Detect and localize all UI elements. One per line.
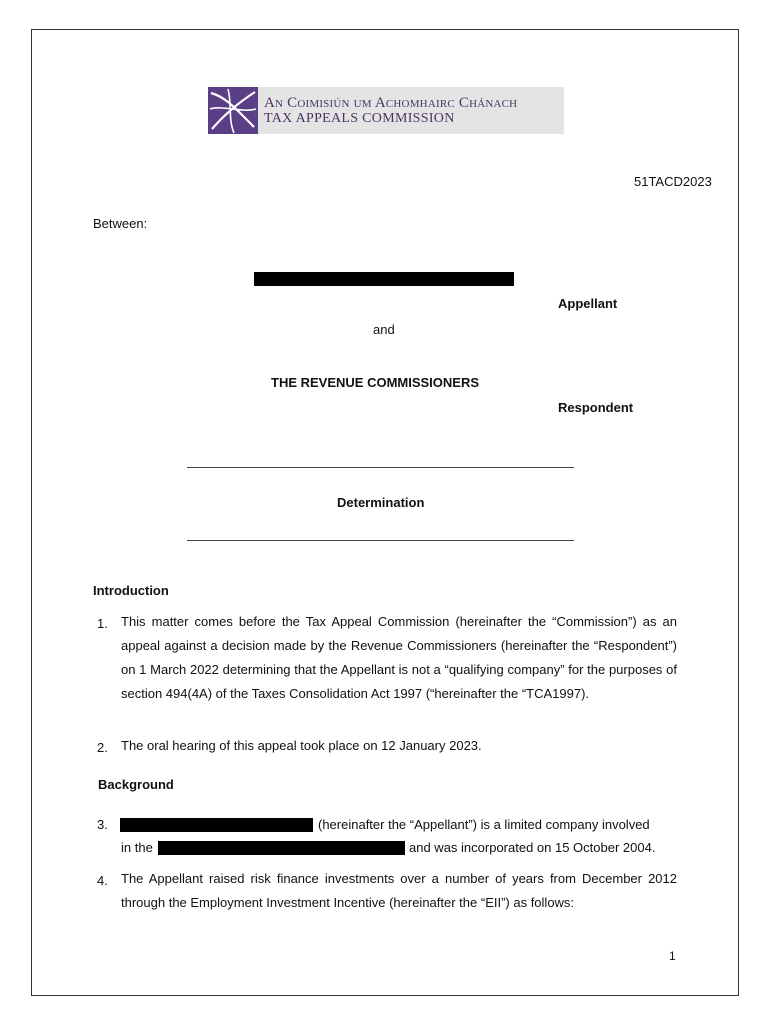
respondent-name: THE REVENUE COMMISSIONERS [271, 375, 480, 390]
case-reference: 51TACD2023 [634, 174, 712, 189]
and-label: and [373, 322, 395, 337]
paragraph-1: This matter comes before the Tax Appeal Commission (hereinafter the “Commission”) as an appeal against a decision made by the Revenue Commissioners (hereinafter the “Respondent”) on 1 March 2022 determining that the Appellant is not a “qualifying company” for the purposes of section 494(4A) of the Taxes Consolidation Act 1997 (“hereinafter the “TCA1997). [121, 614, 677, 701]
introduction-heading: Introduction [93, 583, 169, 598]
respondent-label: Respondent [558, 400, 634, 415]
paragraph-number-2: 2. [97, 740, 108, 755]
appellant-label: Appellant [558, 296, 618, 311]
redacted-company-name [120, 818, 313, 832]
divider-top [187, 467, 574, 468]
background-heading: Background [98, 777, 174, 792]
paragraph-2: The oral hearing of this appeal took place on 12 January 2023. [121, 738, 482, 753]
page-number: 1 [669, 949, 676, 963]
redacted-business-activity [158, 841, 405, 855]
paragraph-number-1: 1. [97, 616, 108, 631]
divider-bottom [187, 540, 574, 541]
commission-emblem-icon [208, 87, 258, 134]
paragraph-number-3: 3. [97, 817, 108, 832]
logo-irish-name: An Coimisiún um Achomhairc Chánach [264, 94, 518, 111]
paragraph-3-part-2: in the [121, 840, 153, 855]
between-label: Between: [93, 216, 148, 231]
paragraph-number-4: 4. [97, 873, 108, 888]
commission-logo [208, 87, 564, 134]
determination-title: Determination [337, 495, 425, 510]
redacted-appellant-name [254, 272, 514, 286]
paragraph-4: The Appellant raised risk finance investments over a number of years from December 2012 through the Employment Investment Incentive (hereinafter the “EII”) as follows: [121, 871, 677, 910]
paragraph-3-part-1: (hereinafter the “Appellant”) is a limited company involved [318, 817, 650, 832]
paragraph-3-part-3: and was incorporated on 15 October 2004. [409, 840, 656, 855]
logo-english-name: TAX APPEALS COMMISSION [264, 110, 455, 126]
